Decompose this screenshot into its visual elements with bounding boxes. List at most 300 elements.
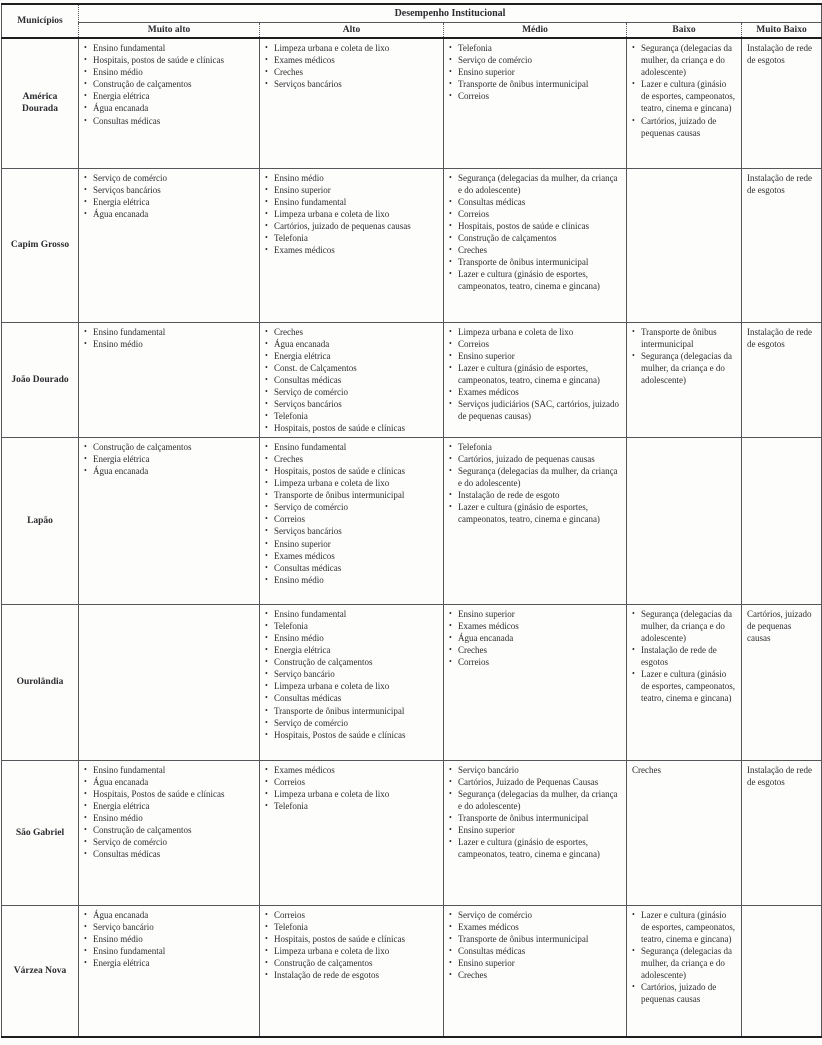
bullet-icon: • <box>265 958 268 968</box>
service-item <box>264 422 438 434</box>
table-body <box>2 38 822 1036</box>
service-item-label: Consultas médicas <box>274 562 342 573</box>
bullet-icon: • <box>449 172 452 182</box>
service-item <box>83 776 254 788</box>
bullet-icon: • <box>449 399 452 408</box>
service-item <box>448 824 621 836</box>
service-item <box>264 196 438 208</box>
bullet-icon: • <box>265 490 268 500</box>
municipality-name: Várzea Nova <box>2 906 79 1037</box>
service-item <box>631 981 736 1005</box>
service-item <box>448 501 621 525</box>
service-item-label: Segurança (delegacias da mulher, da criança e do adolescente) <box>458 789 618 812</box>
service-item-label: Exames médicos <box>458 922 519 933</box>
bullet-icon: • <box>265 55 268 65</box>
service-item <box>264 362 438 374</box>
service-item <box>448 66 621 78</box>
bullet-icon: • <box>449 922 452 932</box>
service-item <box>264 680 438 692</box>
bullet-icon: • <box>265 184 268 194</box>
bullet-icon: • <box>84 789 87 799</box>
service-item <box>448 656 621 668</box>
bullet-icon: • <box>265 43 268 53</box>
bullet-icon: • <box>449 490 452 500</box>
service-item <box>448 909 621 921</box>
bullet-icon: • <box>265 442 268 452</box>
service-item <box>83 909 254 921</box>
bullet-icon: • <box>449 609 452 619</box>
performance-cell <box>444 322 627 437</box>
performance-cell <box>79 322 260 437</box>
service-item <box>631 78 736 114</box>
bullet-icon: • <box>265 478 268 488</box>
bullet-icon: • <box>449 208 452 218</box>
service-item-label: Energia elétrica <box>93 196 150 207</box>
service-item <box>264 338 438 350</box>
bullet-icon: • <box>265 514 268 524</box>
bullet-icon: • <box>449 326 452 336</box>
service-item <box>83 115 254 127</box>
service-item <box>264 525 438 537</box>
service-item-label: Lazer e cultura (ginásio de esportes, campeonatos, teatro, cinema e gincana) <box>458 837 600 860</box>
service-item-label: Telefonia <box>274 411 308 422</box>
service-item-label: Ensino superior <box>274 538 331 549</box>
service-item-label: Água encanada <box>274 338 330 349</box>
service-item-label: Energia elétrica <box>274 645 331 656</box>
service-item <box>83 764 254 776</box>
bullet-icon: • <box>449 362 452 372</box>
service-item <box>264 668 438 680</box>
service-item-label: Telefonia <box>274 801 308 812</box>
bullet-icon: • <box>84 777 87 787</box>
service-item <box>448 489 621 501</box>
service-item-label: Construção de calçamentos <box>93 79 192 90</box>
bullet-icon: • <box>449 442 452 452</box>
service-item-label: Cartórios, Juizado de Pequenas Causas <box>458 777 599 788</box>
service-item-label: Lazer e cultura (ginásio de esportes, campeonatos, teatro, cinema e gincana) <box>641 910 735 945</box>
column-header-baixo: Baixo <box>627 22 742 38</box>
bullet-icon: • <box>449 232 452 242</box>
service-item-label: Correios <box>458 91 489 102</box>
municipality-name: João Dourado <box>2 322 79 437</box>
service-item <box>83 921 254 933</box>
service-item <box>83 945 254 957</box>
bullet-icon: • <box>449 220 452 230</box>
service-item <box>448 836 621 860</box>
bullet-icon: • <box>265 326 268 336</box>
bullet-icon: • <box>84 79 87 89</box>
service-item <box>264 692 438 704</box>
table-row <box>2 906 822 1037</box>
service-item <box>448 933 621 945</box>
service-item <box>448 398 621 422</box>
bullet-icon: • <box>84 442 87 452</box>
service-item <box>264 350 438 362</box>
service-item-label: Segurança (delegacias da mulher, da criança e do adolescente) <box>641 43 732 78</box>
column-header-muito-baixo: Muito Baixo <box>742 22 822 38</box>
service-item <box>448 608 621 620</box>
bullet-icon: • <box>84 55 87 65</box>
service-item-label: Const. de Calçamentos <box>274 362 357 373</box>
bullet-icon: • <box>449 765 452 775</box>
municipality-name: Lapão <box>2 438 79 605</box>
performance-cell <box>627 438 742 605</box>
service-item-label: Limpeza urbana e coleta de lixo <box>458 326 574 337</box>
service-item <box>448 220 621 232</box>
performance-cell <box>627 906 742 1037</box>
service-item <box>264 172 438 184</box>
bullet-icon: • <box>449 55 452 65</box>
bullet-icon: • <box>632 910 635 920</box>
service-item-label: Lazer e cultura (ginásio de esportes, campeonatos, teatro, cinema e gincana) <box>458 362 600 385</box>
service-text: Creches <box>632 765 661 776</box>
service-item-label: Construção de calçamentos <box>93 442 192 453</box>
service-item-label: Consultas médicas <box>274 374 342 385</box>
bullet-icon: • <box>265 574 268 584</box>
bullet-icon: • <box>265 374 268 384</box>
bullet-icon: • <box>265 693 268 703</box>
service-item-label: Serviço de comércio <box>458 55 532 66</box>
bullet-icon: • <box>265 172 268 182</box>
bullet-icon: • <box>449 777 452 787</box>
bullet-icon: • <box>265 765 268 775</box>
service-item <box>264 501 438 513</box>
performance-cell <box>627 605 742 761</box>
service-item <box>448 969 621 981</box>
service-item-label: Exames médicos <box>274 765 335 776</box>
service-item-label: Limpeza urbana e coleta de lixo <box>274 208 390 219</box>
service-item <box>264 220 438 232</box>
service-item <box>83 836 254 848</box>
service-item <box>264 66 438 78</box>
municipality-name: Capim Grosso <box>2 168 79 322</box>
service-item-label: Correios <box>274 514 305 525</box>
bullet-icon: • <box>265 466 268 476</box>
bullet-icon: • <box>449 910 452 920</box>
bullet-icon: • <box>265 922 268 932</box>
service-item <box>631 115 736 139</box>
performance-cell <box>627 168 742 322</box>
bullet-icon: • <box>449 269 452 279</box>
service-item <box>83 184 254 196</box>
table-row <box>2 168 822 322</box>
service-item-label: Telefonia <box>274 232 308 243</box>
performance-cell <box>742 906 822 1037</box>
service-item-label: Água encanada <box>93 466 149 477</box>
service-item-label: Telefonia <box>274 621 308 632</box>
performance-cell <box>742 438 822 605</box>
bullet-icon: • <box>265 669 268 679</box>
bullet-icon: • <box>449 245 452 254</box>
bullet-icon: • <box>449 633 452 643</box>
service-item-label: Serviços judiciários (SAC, cartórios, juizado de pequenas causas) <box>458 399 619 422</box>
service-item-label: Transporte de ônibus intermunicipal <box>458 934 589 945</box>
bullet-icon: • <box>265 79 268 89</box>
bullet-icon: • <box>265 526 268 536</box>
service-item-label: Ensino médio <box>93 338 143 349</box>
bullet-icon: • <box>449 813 452 823</box>
performance-cell <box>260 761 444 906</box>
bullet-icon: • <box>632 326 635 336</box>
performance-cell <box>79 38 260 168</box>
service-item <box>264 656 438 668</box>
performance-cell <box>79 605 260 761</box>
service-item <box>448 632 621 644</box>
service-item <box>83 102 254 114</box>
service-item <box>264 386 438 398</box>
bullet-icon: • <box>84 208 87 218</box>
service-item <box>83 42 254 54</box>
service-item <box>448 268 621 292</box>
service-item-label: Ensino fundamental <box>274 196 347 207</box>
service-item <box>83 848 254 860</box>
service-item-label: Cartórios, juizado de pequenas causas <box>274 220 411 231</box>
bullet-icon: • <box>449 79 452 89</box>
service-item-label: Água encanada <box>458 633 514 644</box>
bullet-icon: • <box>84 326 87 336</box>
bullet-icon: • <box>449 350 452 360</box>
service-item <box>83 453 254 465</box>
service-item <box>264 764 438 776</box>
service-item <box>264 538 438 550</box>
service-item <box>83 957 254 969</box>
service-item-label: Serviço de comércio <box>458 910 532 921</box>
bullet-icon: • <box>84 196 87 206</box>
bullet-icon: • <box>84 801 87 811</box>
service-item-label: Ensino médio <box>93 67 143 78</box>
table-row <box>2 38 822 168</box>
service-item-label: Instalação de rede de esgotos <box>641 645 717 668</box>
bullet-icon: • <box>265 362 268 372</box>
service-item-label: Segurança (delegacias da mulher, da criança e do adolescente) <box>458 172 618 195</box>
service-item-label: Hospitais, postos de saúde e clínicas <box>274 423 405 434</box>
service-item <box>264 477 438 489</box>
service-item-label: Instalação de rede de esgotos <box>274 970 379 981</box>
bullet-icon: • <box>265 220 268 230</box>
performance-cell <box>79 168 260 322</box>
bullet-icon: • <box>84 910 87 920</box>
service-item-label: Cartórios, juizado de pequenas causas <box>641 982 717 1005</box>
service-item <box>631 909 736 945</box>
service-text: Cartórios, juizado de pequenas causas <box>747 609 812 644</box>
bullet-icon: • <box>84 172 87 182</box>
service-item <box>264 208 438 220</box>
service-item <box>448 465 621 489</box>
service-item-label: Ensino médio <box>274 633 324 644</box>
service-item-label: Exames médicos <box>274 245 335 255</box>
municipality-name: São Gabriel <box>2 761 79 906</box>
service-item <box>264 945 438 957</box>
bullet-icon: • <box>449 934 452 944</box>
service-item-label: Lazer e cultura (ginásio de esportes, campeonatos, teatro, cinema e gincana) <box>641 79 735 114</box>
bullet-icon: • <box>84 765 87 775</box>
bullet-icon: • <box>449 386 452 396</box>
municipality-name: América Dourada <box>2 38 79 168</box>
service-item <box>448 350 621 362</box>
table-row <box>2 322 822 437</box>
table-header <box>2 4 822 38</box>
bullet-icon: • <box>265 681 268 691</box>
service-item <box>448 921 621 933</box>
bullet-icon: • <box>265 717 268 727</box>
bullet-icon: • <box>265 934 268 944</box>
service-item <box>264 42 438 54</box>
bullet-icon: • <box>632 350 635 360</box>
service-item <box>83 933 254 945</box>
service-item <box>264 632 438 644</box>
service-item-label: Transporte de ônibus intermunicipal <box>458 79 589 90</box>
service-item-label: Lazer e cultura (ginásio de esportes, campeonatos, teatro, cinema e gincana) <box>458 502 600 525</box>
service-item <box>264 374 438 386</box>
bullet-icon: • <box>449 91 452 101</box>
service-item <box>631 644 736 668</box>
service-item-label: Ensino fundamental <box>93 946 166 957</box>
service-item <box>448 256 621 268</box>
service-item <box>448 244 621 256</box>
service-item-label: Consultas médicas <box>93 849 161 860</box>
service-item <box>448 453 621 465</box>
service-item-label: Instalação de rede de esgoto <box>458 490 560 501</box>
bullet-icon: • <box>449 825 452 835</box>
performance-cell <box>444 168 627 322</box>
service-item-label: Energia elétrica <box>93 801 150 812</box>
service-item <box>448 90 621 102</box>
bullet-icon: • <box>265 609 268 619</box>
service-item-label: Limpeza urbana e coleta de lixo <box>274 946 390 957</box>
bullet-icon: • <box>84 837 87 847</box>
service-item-label: Consultas médicas <box>93 115 161 126</box>
service-item-label: Ensino superior <box>458 958 515 969</box>
service-item-label: Serviço de comércio <box>274 717 348 728</box>
performance-cell <box>79 906 260 1037</box>
service-item-label: Creches <box>458 245 487 255</box>
service-item-label: Telefonia <box>458 43 492 54</box>
bullet-icon: • <box>265 338 268 348</box>
bullet-icon: • <box>449 946 452 956</box>
service-item <box>83 54 254 66</box>
bullet-icon: • <box>265 538 268 548</box>
performance-cell <box>79 761 260 906</box>
service-item-label: Ensino médio <box>93 934 143 945</box>
group-header-desempenho-institucional: Desempenho Institucional <box>79 4 822 22</box>
service-item-label: Creches <box>274 454 303 465</box>
service-item-label: Segurança (delegacias da mulher, da criança e do adolescente) <box>458 466 618 489</box>
service-item-label: Água encanada <box>93 777 149 788</box>
bullet-icon: • <box>632 115 635 125</box>
service-text: Instalação de rede de esgotos <box>747 765 812 788</box>
service-item-label: Serviço bancário <box>458 765 519 776</box>
service-item <box>83 788 254 800</box>
service-item-label: Hospitais, Postos de saúde e clínicas <box>274 729 406 740</box>
bullet-icon: • <box>449 502 452 512</box>
service-item-label: Serviço de comércio <box>93 837 167 848</box>
service-item-label: Serviço de comércio <box>274 502 348 513</box>
bullet-icon: • <box>84 338 87 348</box>
bullet-icon: • <box>449 196 452 206</box>
performance-cell <box>627 38 742 168</box>
service-item-label: Correios <box>458 338 489 349</box>
service-item <box>264 620 438 632</box>
service-item <box>448 812 621 824</box>
service-item-label: Ensino superior <box>458 609 515 620</box>
service-item <box>264 489 438 501</box>
service-item <box>83 441 254 453</box>
service-item <box>631 326 736 350</box>
service-item-label: Ensino superior <box>458 350 515 361</box>
service-item <box>83 338 254 350</box>
service-item <box>264 800 438 812</box>
service-item-label: Energia elétrica <box>93 958 150 969</box>
service-item-label: Creches <box>274 326 303 337</box>
service-item-label: Construção de calçamentos <box>93 825 192 836</box>
service-item-label: Água encanada <box>93 103 149 114</box>
service-item-label: Ensino fundamental <box>93 43 166 54</box>
service-item-label: Ensino superior <box>458 825 515 836</box>
service-item-label: Transporte de ônibus intermunicipal <box>458 257 589 268</box>
service-item <box>83 812 254 824</box>
service-item-label: Construção de calçamentos <box>274 958 373 969</box>
service-item-label: Ensino superior <box>458 67 515 78</box>
service-item-label: Hospitais, Postos de saúde e clínicas <box>93 789 225 800</box>
service-item <box>448 644 621 656</box>
bullet-icon: • <box>449 67 452 77</box>
performance-cell <box>260 605 444 761</box>
bullet-icon: • <box>265 502 268 512</box>
bullet-icon: • <box>449 970 452 980</box>
service-item <box>448 78 621 90</box>
service-item <box>631 945 736 981</box>
service-item-label: Creches <box>458 645 487 656</box>
bullet-icon: • <box>84 958 87 968</box>
service-item <box>448 196 621 208</box>
service-item-label: Hospitais, postos de saúde e clínicas <box>274 934 405 945</box>
bullet-icon: • <box>632 79 635 89</box>
bullet-icon: • <box>84 184 87 194</box>
service-item <box>631 668 736 704</box>
service-item-label: Serviço de comércio <box>274 386 348 397</box>
service-item <box>83 800 254 812</box>
service-item <box>448 172 621 196</box>
service-item <box>264 574 438 586</box>
bullet-icon: • <box>84 825 87 835</box>
performance-cell <box>742 605 822 761</box>
table-row <box>2 605 822 761</box>
service-item-label: Água encanada <box>93 208 149 219</box>
bullet-icon: • <box>265 645 268 655</box>
service-item <box>264 184 438 196</box>
service-item-label: Serviços bancários <box>274 526 342 537</box>
service-item <box>448 441 621 453</box>
service-item-label: Correios <box>458 657 489 668</box>
service-item-label: Exames médicos <box>274 55 335 66</box>
bullet-icon: • <box>265 196 268 206</box>
performance-cell <box>444 761 627 906</box>
service-item <box>264 398 438 410</box>
service-item-label: Creches <box>458 970 487 981</box>
service-item <box>264 562 438 574</box>
service-item <box>448 338 621 350</box>
service-item <box>264 776 438 788</box>
table-row <box>2 761 822 906</box>
bullet-icon: • <box>84 43 87 53</box>
bullet-icon: • <box>265 801 268 811</box>
municipality-name: Ourolândia <box>2 605 79 761</box>
bullet-icon: • <box>265 729 268 739</box>
service-item-label: Consultas médicas <box>458 196 526 207</box>
bullet-icon: • <box>265 350 268 360</box>
service-item-label: Transporte de ônibus intermunicipal <box>274 490 405 501</box>
service-item <box>83 172 254 184</box>
